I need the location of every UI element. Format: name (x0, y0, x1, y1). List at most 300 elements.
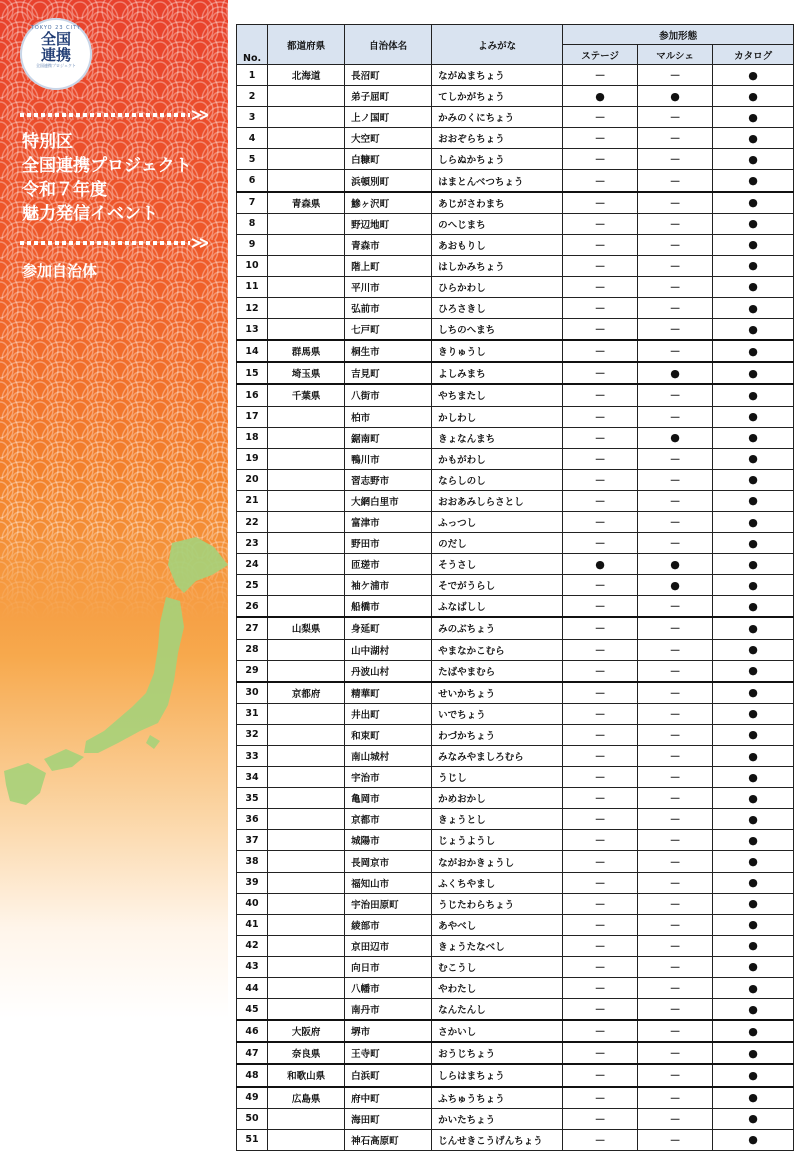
table-row (237, 511, 794, 532)
stage-mark: － (563, 830, 638, 851)
marche-mark: － (638, 1087, 713, 1109)
logo-line1: 全国 (40, 30, 71, 48)
municipality-cell: 海田町 (345, 1108, 432, 1129)
table-row (237, 384, 794, 406)
row-number: 51 (237, 1129, 268, 1150)
row-number: 38 (237, 851, 268, 872)
prefecture-cell: 京都府 (268, 682, 345, 704)
stage-mark: － (563, 893, 638, 914)
table-row (237, 935, 794, 956)
municipality-cell: 身延町 (345, 617, 432, 639)
prefecture-cell (268, 660, 345, 682)
stage-mark: － (563, 298, 638, 319)
catalog-mark: ● (713, 427, 794, 448)
marche-mark: － (638, 107, 713, 128)
title-line-4: 魅力発信イベント (22, 204, 158, 224)
marche-mark: － (638, 914, 713, 935)
reading-cell: きょうとし (432, 809, 563, 830)
table-row (237, 703, 794, 724)
prefecture-cell (268, 893, 345, 914)
prefecture-cell (268, 703, 345, 724)
municipality-cell: 長沼町 (345, 65, 432, 86)
municipality-cell: 福知山市 (345, 872, 432, 893)
municipality-cell: 南山城村 (345, 746, 432, 767)
reading-cell: やわたし (432, 978, 563, 999)
table-row (237, 617, 794, 639)
table-row (237, 170, 794, 192)
marche-mark: － (638, 490, 713, 511)
municipality-cell: 丹波山村 (345, 660, 432, 682)
marche-mark: － (638, 1129, 713, 1150)
row-number: 21 (237, 490, 268, 511)
municipality-cell: 柏市 (345, 406, 432, 427)
row-number: 18 (237, 427, 268, 448)
reading-cell: かみのくにちょう (432, 107, 563, 128)
marche-mark: － (638, 1064, 713, 1086)
marche-mark: － (638, 978, 713, 999)
catalog-mark: ● (713, 107, 794, 128)
catalog-mark: ● (713, 999, 794, 1021)
catalog-mark: ● (713, 128, 794, 149)
table-row (237, 128, 794, 149)
prefecture-cell: 千葉県 (268, 384, 345, 406)
table-row (237, 596, 794, 618)
municipality-cell: 堺市 (345, 1020, 432, 1042)
row-number: 37 (237, 830, 268, 851)
col-stage: ステージ (563, 45, 638, 65)
stage-mark: － (563, 660, 638, 682)
table-row (237, 490, 794, 511)
reading-cell: のへじまち (432, 213, 563, 234)
prefecture-cell (268, 427, 345, 448)
table-row (237, 213, 794, 234)
prefecture-cell (268, 1108, 345, 1129)
table-row (237, 746, 794, 767)
marche-mark: － (638, 596, 713, 618)
stage-mark: － (563, 170, 638, 192)
catalog-mark: ● (713, 1108, 794, 1129)
stage-mark: － (563, 682, 638, 704)
reading-cell: てしかがちょう (432, 86, 563, 107)
reading-cell: おうじちょう (432, 1042, 563, 1064)
reading-cell: かめおかし (432, 788, 563, 809)
marche-mark: － (638, 851, 713, 872)
catalog-mark: ● (713, 851, 794, 872)
marche-mark: － (638, 809, 713, 830)
table-row (237, 893, 794, 914)
catalog-mark: ● (713, 406, 794, 427)
municipality-cell: 向日市 (345, 956, 432, 977)
prefecture-cell: 和歌山県 (268, 1064, 345, 1086)
prefecture-cell (268, 170, 345, 192)
catalog-mark: ● (713, 639, 794, 660)
municipality-table (236, 24, 794, 1151)
row-number: 5 (237, 149, 268, 170)
marche-mark: － (638, 999, 713, 1021)
municipality-cell: 鰺ヶ沢町 (345, 192, 432, 214)
reading-cell: しらはまちょう (432, 1064, 563, 1086)
row-number: 15 (237, 362, 268, 384)
catalog-mark: ● (713, 575, 794, 596)
stage-mark: ● (563, 86, 638, 107)
table-row (237, 809, 794, 830)
prefecture-cell: 北海道 (268, 65, 345, 86)
row-number: 7 (237, 192, 268, 214)
table-row (237, 255, 794, 276)
marche-mark: － (638, 724, 713, 745)
reading-cell: きょなんまち (432, 427, 563, 448)
row-number: 4 (237, 128, 268, 149)
marche-mark: － (638, 746, 713, 767)
table-row (237, 1129, 794, 1150)
table-row (237, 86, 794, 107)
marche-mark: － (638, 65, 713, 86)
municipality-cell: 大網白里市 (345, 490, 432, 511)
prefecture-cell: 大阪府 (268, 1020, 345, 1042)
table-row (237, 956, 794, 977)
row-number: 2 (237, 86, 268, 107)
stage-mark: － (563, 724, 638, 745)
municipality-cell: 宇治田原町 (345, 893, 432, 914)
municipality-cell: 和束町 (345, 724, 432, 745)
reading-cell: みなみやましろむら (432, 746, 563, 767)
reading-cell: さかいし (432, 1020, 563, 1042)
stage-mark: － (563, 767, 638, 788)
prefecture-cell (268, 86, 345, 107)
marche-mark: － (638, 956, 713, 977)
reading-cell: うじし (432, 767, 563, 788)
participants-label: 参加自治体 (22, 262, 98, 280)
reading-cell: そでがうらし (432, 575, 563, 596)
stage-mark: － (563, 914, 638, 935)
marche-mark: － (638, 1020, 713, 1042)
catalog-mark: ● (713, 511, 794, 532)
stage-mark: － (563, 448, 638, 469)
stage-mark: － (563, 1064, 638, 1086)
row-number: 23 (237, 533, 268, 554)
catalog-mark: ● (713, 340, 794, 362)
marche-mark: － (638, 682, 713, 704)
col-municipality: 自治体名 (345, 25, 432, 65)
prefecture-cell (268, 319, 345, 341)
reading-cell: ふっつし (432, 511, 563, 532)
reading-cell: よしみまち (432, 362, 563, 384)
reading-cell: ならしのし (432, 469, 563, 490)
row-number: 33 (237, 746, 268, 767)
prefecture-cell (268, 469, 345, 490)
prefecture-cell: 奈良県 (268, 1042, 345, 1064)
municipality-cell: 弘前市 (345, 298, 432, 319)
reading-cell: やちまたし (432, 384, 563, 406)
table-row (237, 362, 794, 384)
stage-mark: － (563, 1087, 638, 1109)
reading-cell: ふくちやまし (432, 872, 563, 893)
stage-mark: － (563, 384, 638, 406)
logo-bottom-text: 全国連携プロジェクト (36, 63, 76, 68)
reading-cell: ふなばしし (432, 596, 563, 618)
marche-mark: － (638, 340, 713, 362)
municipality-cell: 富津市 (345, 511, 432, 532)
sidebar (0, 0, 228, 1132)
catalog-mark: ● (713, 767, 794, 788)
row-number: 19 (237, 448, 268, 469)
marche-mark: ● (638, 554, 713, 575)
stage-mark: － (563, 1108, 638, 1129)
stage-mark: － (563, 340, 638, 362)
catalog-mark: ● (713, 1129, 794, 1150)
reading-cell: かもがわし (432, 448, 563, 469)
stage-mark: － (563, 575, 638, 596)
row-number: 14 (237, 340, 268, 362)
table-row (237, 319, 794, 341)
table-row (237, 427, 794, 448)
reading-cell: せいかちょう (432, 682, 563, 704)
stage-mark: － (563, 490, 638, 511)
catalog-mark: ● (713, 213, 794, 234)
stage-mark: － (563, 469, 638, 490)
table-row (237, 660, 794, 682)
row-number: 34 (237, 767, 268, 788)
municipality-cell: 吉見町 (345, 362, 432, 384)
row-number: 25 (237, 575, 268, 596)
stage-mark: － (563, 128, 638, 149)
table-row (237, 788, 794, 809)
table-row (237, 533, 794, 554)
prefecture-cell (268, 935, 345, 956)
stage-mark: － (563, 213, 638, 234)
table-row (237, 298, 794, 319)
row-number: 6 (237, 170, 268, 192)
table-row (237, 978, 794, 999)
prefecture-cell (268, 533, 345, 554)
table-row (237, 234, 794, 255)
municipality-cell: 鋸南町 (345, 427, 432, 448)
reading-cell: おおぞらちょう (432, 128, 563, 149)
table-row (237, 999, 794, 1021)
row-number: 31 (237, 703, 268, 724)
table-row (237, 851, 794, 872)
table-row (237, 639, 794, 660)
prefecture-cell (268, 149, 345, 170)
row-number: 45 (237, 999, 268, 1021)
prefecture-cell (268, 978, 345, 999)
table-row (237, 554, 794, 575)
catalog-mark: ● (713, 724, 794, 745)
table-row (237, 1087, 794, 1109)
row-number: 9 (237, 234, 268, 255)
prefecture-cell (268, 999, 345, 1021)
marche-mark: － (638, 128, 713, 149)
stage-mark: － (563, 406, 638, 427)
row-number: 39 (237, 872, 268, 893)
prefecture-cell (268, 511, 345, 532)
table-row (237, 340, 794, 362)
row-number: 13 (237, 319, 268, 341)
reading-cell: おおあみしらさとし (432, 490, 563, 511)
catalog-mark: ● (713, 956, 794, 977)
prefecture-cell (268, 490, 345, 511)
prefecture-cell (268, 107, 345, 128)
prefecture-cell (268, 128, 345, 149)
title-line-3: 令和７年度 (22, 180, 107, 200)
marche-mark: － (638, 276, 713, 297)
prefecture-cell (268, 448, 345, 469)
table-row (237, 406, 794, 427)
municipality-cell: 野田市 (345, 533, 432, 554)
col-reading: よみがな (432, 25, 563, 65)
municipality-cell: 精華町 (345, 682, 432, 704)
marche-mark: ● (638, 362, 713, 384)
reading-cell: ふちゅうちょう (432, 1087, 563, 1109)
stage-mark: － (563, 362, 638, 384)
title-line-1: 特別区 (22, 132, 73, 152)
catalog-mark: ● (713, 298, 794, 319)
stage-mark: － (563, 1129, 638, 1150)
reading-cell: かいたちょう (432, 1108, 563, 1129)
municipality-cell: 平川市 (345, 276, 432, 297)
stage-mark: － (563, 276, 638, 297)
prefecture-cell (268, 213, 345, 234)
marche-mark: － (638, 149, 713, 170)
reading-cell: じんせきこうげんちょう (432, 1129, 563, 1150)
catalog-mark: ● (713, 660, 794, 682)
municipality-cell: 京都市 (345, 809, 432, 830)
stage-mark: － (563, 935, 638, 956)
marche-mark: － (638, 617, 713, 639)
reading-cell: たばやまむら (432, 660, 563, 682)
table-row (237, 1042, 794, 1064)
catalog-mark: ● (713, 276, 794, 297)
title-line-2: 全国連携プロジェクト (22, 156, 192, 176)
reading-cell: あやべし (432, 914, 563, 935)
catalog-mark: ● (713, 490, 794, 511)
prefecture-cell (268, 851, 345, 872)
row-number: 3 (237, 107, 268, 128)
catalog-mark: ● (713, 746, 794, 767)
row-number: 47 (237, 1042, 268, 1064)
table-row (237, 724, 794, 745)
stage-mark: － (563, 234, 638, 255)
catalog-mark: ● (713, 255, 794, 276)
catalog-mark: ● (713, 362, 794, 384)
row-number: 20 (237, 469, 268, 490)
stage-mark: － (563, 596, 638, 618)
catalog-mark: ● (713, 788, 794, 809)
row-number: 30 (237, 682, 268, 704)
catalog-mark: ● (713, 978, 794, 999)
reading-cell: きょうたなべし (432, 935, 563, 956)
municipality-cell: 青森市 (345, 234, 432, 255)
prefecture-cell (268, 234, 345, 255)
reading-cell: なんたんし (432, 999, 563, 1021)
catalog-mark: ● (713, 192, 794, 214)
catalog-mark: ● (713, 533, 794, 554)
row-number: 8 (237, 213, 268, 234)
stage-mark: － (563, 1042, 638, 1064)
row-number: 44 (237, 978, 268, 999)
row-number: 32 (237, 724, 268, 745)
catalog-mark: ● (713, 1064, 794, 1086)
table-row (237, 448, 794, 469)
reading-cell: あじがさわまち (432, 192, 563, 214)
stage-mark: － (563, 872, 638, 893)
catalog-mark: ● (713, 914, 794, 935)
catalog-mark: ● (713, 319, 794, 341)
catalog-mark: ● (713, 1042, 794, 1064)
row-number: 24 (237, 554, 268, 575)
prefecture-cell (268, 406, 345, 427)
row-number: 46 (237, 1020, 268, 1042)
reading-cell: はまとんべつちょう (432, 170, 563, 192)
catalog-mark: ● (713, 1087, 794, 1109)
stage-mark: － (563, 956, 638, 977)
stage-mark: － (563, 639, 638, 660)
municipality-cell: 白浜町 (345, 1064, 432, 1086)
project-logo (20, 18, 92, 90)
municipality-cell: 習志野市 (345, 469, 432, 490)
reading-cell: ひらかわし (432, 276, 563, 297)
prefecture-cell: 広島県 (268, 1087, 345, 1109)
municipality-cell: 上ノ国町 (345, 107, 432, 128)
col-marche: マルシェ (638, 45, 713, 65)
table-body (237, 65, 794, 1151)
reading-cell: しらぬかちょう (432, 149, 563, 170)
row-number: 42 (237, 935, 268, 956)
table-row (237, 682, 794, 704)
marche-mark: ● (638, 427, 713, 448)
event-title (22, 130, 192, 226)
prefecture-cell (268, 596, 345, 618)
municipality-cell: 白糠町 (345, 149, 432, 170)
prefecture-cell (268, 255, 345, 276)
marche-mark: － (638, 935, 713, 956)
row-number: 29 (237, 660, 268, 682)
prefecture-cell (268, 830, 345, 851)
marche-mark: － (638, 384, 713, 406)
marche-mark: － (638, 872, 713, 893)
stage-mark: － (563, 149, 638, 170)
marche-mark: － (638, 511, 713, 532)
rope-divider-bottom (20, 238, 208, 248)
stage-mark: － (563, 617, 638, 639)
logo-top-text: TOKYO 23 CITY (30, 25, 82, 31)
prefecture-cell (268, 1129, 345, 1150)
prefecture-cell: 青森県 (268, 192, 345, 214)
municipality-cell: 亀岡市 (345, 788, 432, 809)
marche-mark: － (638, 830, 713, 851)
reading-cell: かしわし (432, 406, 563, 427)
marche-mark: － (638, 213, 713, 234)
stage-mark: － (563, 746, 638, 767)
prefecture-cell (268, 914, 345, 935)
stage-mark: － (563, 255, 638, 276)
marche-mark: － (638, 533, 713, 554)
municipality-cell: 八幡市 (345, 978, 432, 999)
prefecture-cell (268, 298, 345, 319)
reading-cell: そうさし (432, 554, 563, 575)
prefecture-cell: 埼玉県 (268, 362, 345, 384)
table-row (237, 107, 794, 128)
municipality-cell: 袖ケ浦市 (345, 575, 432, 596)
row-number: 40 (237, 893, 268, 914)
stage-mark: － (563, 427, 638, 448)
catalog-mark: ● (713, 448, 794, 469)
table-row (237, 1108, 794, 1129)
municipality-cell: 神石高原町 (345, 1129, 432, 1150)
prefecture-cell: 山梨県 (268, 617, 345, 639)
municipality-cell: 井出町 (345, 703, 432, 724)
prefecture-cell (268, 956, 345, 977)
